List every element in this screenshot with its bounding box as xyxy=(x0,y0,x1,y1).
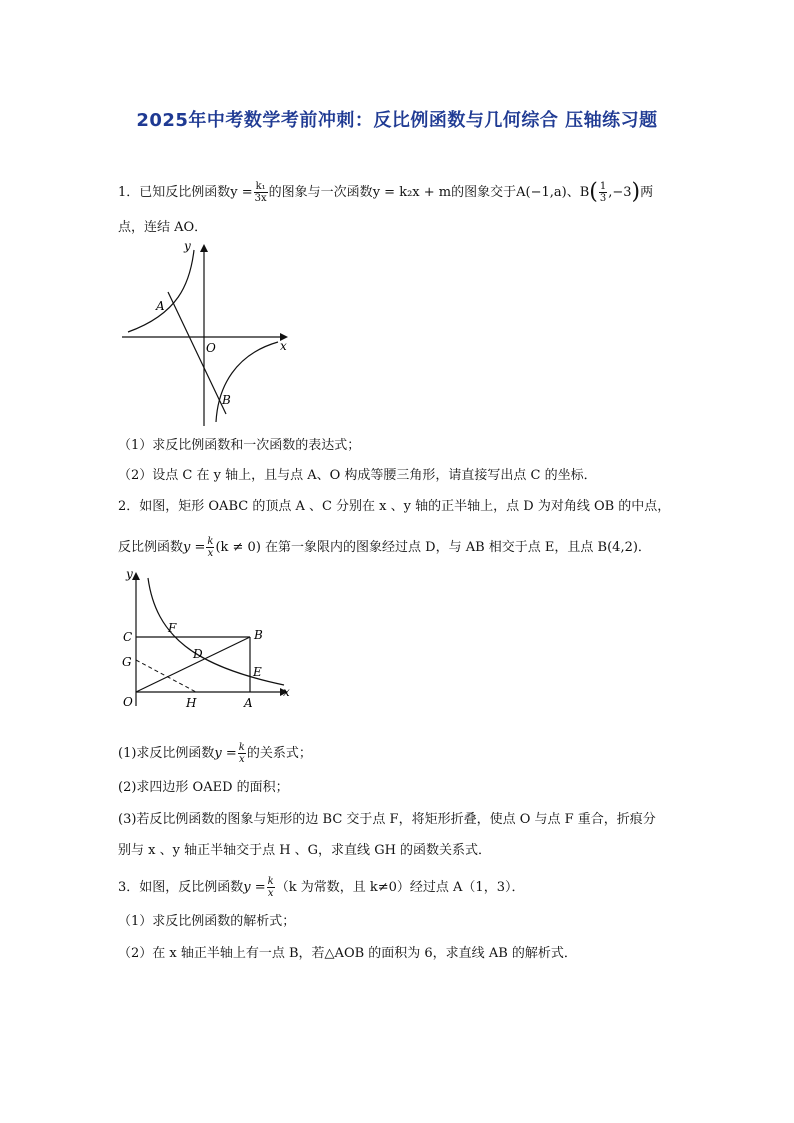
q2-sub3b: 别与 x 、y 轴正半轴交于点 H 、G，求直线 GH 的函数关系式． xyxy=(118,843,492,858)
q3-sub2: （2）在 x 轴正半轴上有一点 B，若△AOB 的面积为 6，求直线 AB 的解析式． xyxy=(118,946,577,961)
q1-b-den: 3 xyxy=(599,193,607,204)
q1-frac-den: 3x xyxy=(254,193,267,204)
q1-text-mid1: 的图象与一次函数 xyxy=(268,185,373,200)
q2-sub1-text: (1)求反比例函数 xyxy=(118,746,215,761)
q2-fraction xyxy=(206,536,214,559)
q1-b-num: 1 xyxy=(599,181,607,192)
q1-curve-lower-right xyxy=(216,342,278,422)
q1-y-arrow xyxy=(200,244,208,252)
q2-sub3a: (3)若反比例函数的图象与矩形的边 BC 交于点 F，将矩形折叠，使点 O 与点 F 重合，折痕分 xyxy=(118,812,656,827)
q2-sub2: (2)求四边形 OAED 的面积； xyxy=(118,780,289,795)
q1-label-a: A xyxy=(156,299,165,313)
q2-y-arrow xyxy=(132,572,140,580)
q2-text: 反比例函数 xyxy=(118,540,184,555)
q1-sep: 、B xyxy=(566,185,590,200)
q2-label-f: F xyxy=(168,621,177,635)
q1-label-y: y xyxy=(184,239,191,253)
q2-label-y: y xyxy=(126,567,133,581)
q3-line1 xyxy=(118,876,524,899)
q2-label-b: B xyxy=(254,628,263,642)
q3-sub1: （1）求反比例函数的解析式； xyxy=(118,914,296,929)
q2-frac-num: k xyxy=(207,536,214,547)
page-title: 2025年中考数学考前冲刺：反比例函数与几何综合 压轴练习题 xyxy=(136,110,658,131)
q1-text-mid2: 的图象交于 xyxy=(451,185,517,200)
q1-line2: 点，连结 AO． xyxy=(118,220,208,235)
q2-sub1-y-eq: y = xyxy=(214,746,237,761)
q3-text: 3．如图，反比例函数 xyxy=(118,880,244,895)
q1-y-eq: y = xyxy=(230,185,253,200)
q1-linear: y = k₂x + m xyxy=(372,185,452,200)
q2-line1: 2．如图，矩形 OABC 的顶点 A 、C 分别在 x 、y 轴的正半轴上，点 D 为对角线 OB 的中点， xyxy=(118,499,671,514)
q1-line-ab xyxy=(168,292,226,414)
q1-b-fraction xyxy=(599,181,607,204)
q2-label-c: C xyxy=(123,630,133,644)
q1-paren-close: ) xyxy=(631,179,641,205)
q3-fraction xyxy=(267,876,275,899)
q1-sub2: （2）设点 C 在 y 轴上，且与点 A、O 构成等腰三角形，请直接写出点 C 的坐标． xyxy=(118,468,597,483)
q2-label-g: G xyxy=(122,655,132,669)
q1-label-x: x xyxy=(280,339,287,353)
q1-label-b: B xyxy=(222,393,231,407)
q1-figure xyxy=(118,236,293,428)
q1-sub1: （1）求反比例函数和一次函数的表达式； xyxy=(118,438,361,453)
q2-sub1-num: k xyxy=(238,742,245,753)
q2-diagonal-ob xyxy=(136,637,250,692)
q3-frac-num: k xyxy=(267,876,274,887)
q2-sub1 xyxy=(118,742,312,765)
q2-y-eq: y = xyxy=(183,540,206,555)
q3-text-tail: （k 为常数，且 k≠0）经过点 A（1，3）． xyxy=(275,880,525,895)
q1-curve-upper-left xyxy=(128,250,194,332)
q1-paren-open: ( xyxy=(589,179,598,205)
q1-fraction xyxy=(254,181,268,204)
q2-text-tail: (k ≠ 0) 在第一象限内的图象经过点 D，与 AB 相交于点 E，且点 B(4,2)． xyxy=(215,540,651,555)
q1-text-end: 两 xyxy=(640,185,654,200)
q2-label-h: H xyxy=(186,696,197,710)
q1-text: 1．已知反比例函数 xyxy=(118,185,231,200)
q2-label-e: E xyxy=(253,665,262,679)
q2-line2 xyxy=(118,536,651,559)
q1-frac-num: k₁ xyxy=(255,181,266,192)
q2-sub1-den: x xyxy=(239,754,245,765)
q2-sub1-fraction xyxy=(238,742,246,765)
q2-label-x: x xyxy=(283,685,290,699)
q3-y-eq: y = xyxy=(243,880,266,895)
q1-label-o: O xyxy=(206,341,216,355)
q1-line1 xyxy=(118,181,653,204)
q2-label-d: D xyxy=(193,647,203,661)
q2-label-a: A xyxy=(244,696,253,710)
q1-b-tail: ,−3 xyxy=(608,185,632,200)
q2-label-o: O xyxy=(123,695,133,709)
q3-frac-den: x xyxy=(267,888,274,899)
q2-frac-den: x xyxy=(207,548,214,559)
q2-sub1-tail: 的关系式； xyxy=(246,746,312,761)
q2-figure xyxy=(116,566,294,712)
q1-point-a: A(−1,a) xyxy=(516,185,567,200)
